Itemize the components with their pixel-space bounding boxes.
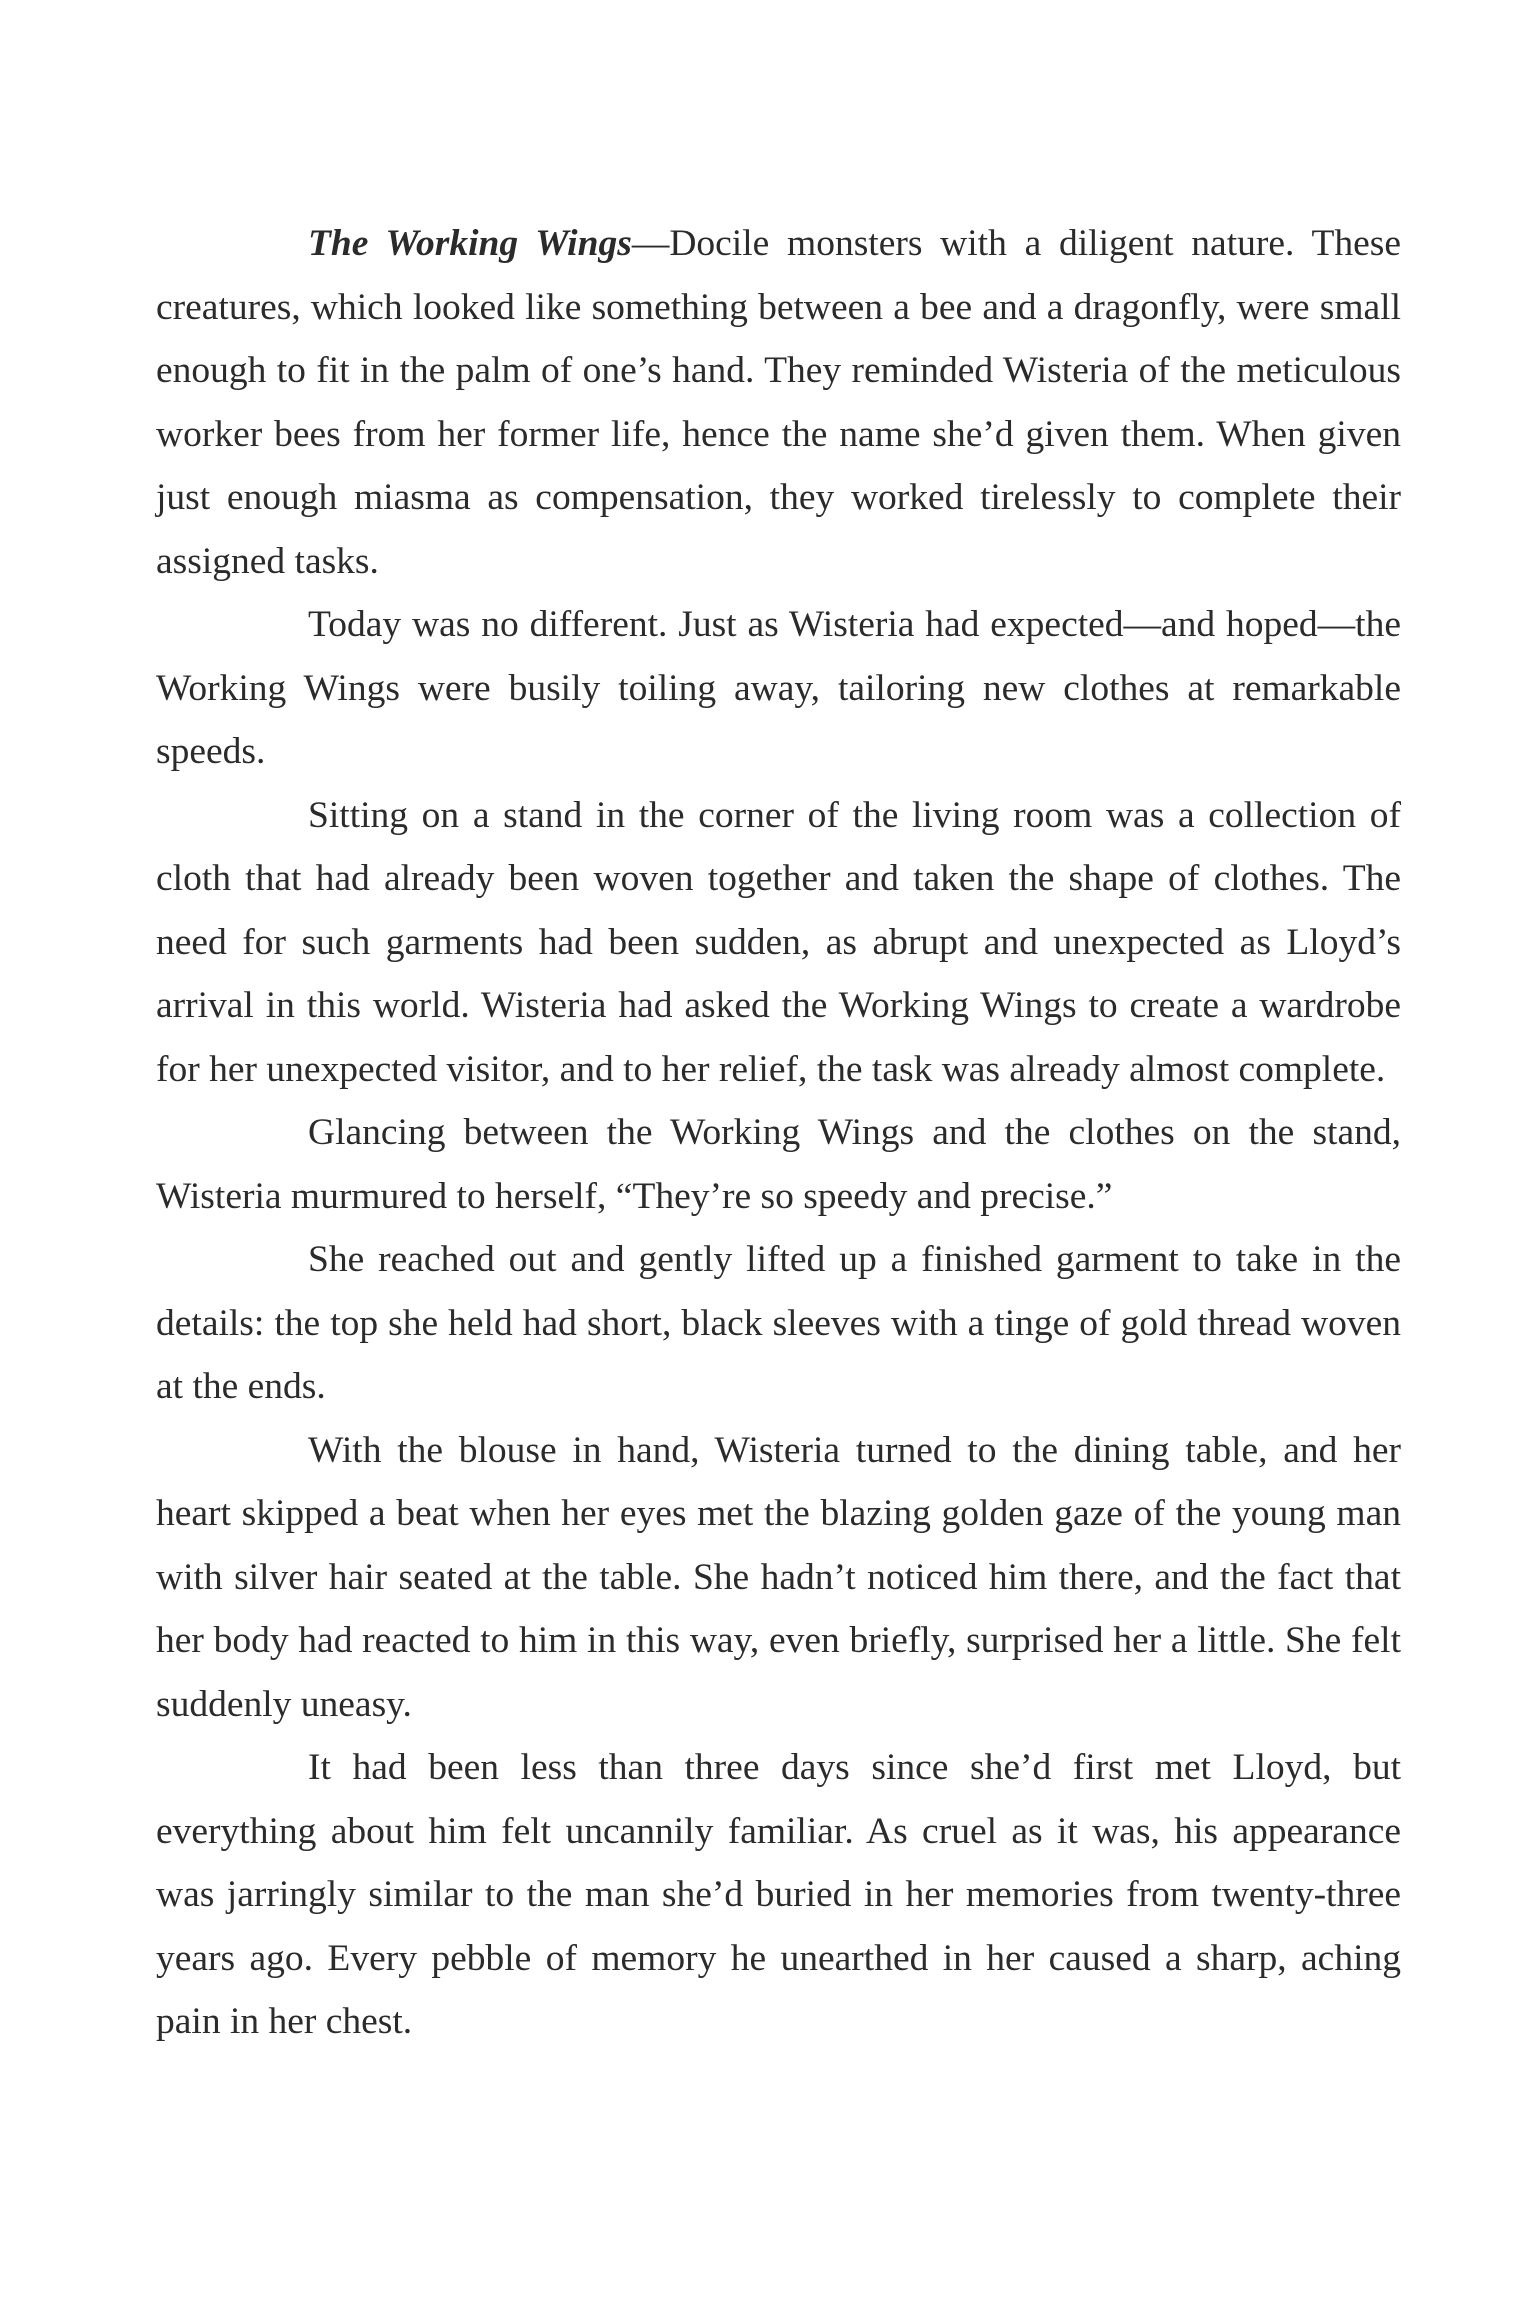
paragraph-6: With the blouse in hand, Wisteria turned to the dining table, and her heart skipped a beat when her eyes met the blazing golden gaze of the young man with silver hair seated at the table. She hadn’t noticed him there, and the fact that her body had reacted to him in this way, even briefly, surprised her a little. She felt suddenly uneasy. [156, 1429, 1401, 1725]
paragraph-5: She reached out and gently lifted up a finished garment to take in the details: the top she held had short, black sleeves with a tinge of gold thread woven at the ends. [156, 1239, 1401, 1407]
paragraph-7: It had been less than three days since she’d first met Lloyd, but everything about him felt uncannily familiar. As cruel as it was, his appearance was jarringly similar to the man she’d buried in her memories from twenty-three years ago. Every pebble of memory he unearthed in her caused a sharp, aching pain in her chest. [156, 1747, 1401, 2042]
paragraph-4: Glancing between the Working Wings and the clothes on the stand, Wisteria murmured to herself, “They’re so speedy and precise.” [156, 1112, 1401, 1217]
paragraph-1 [156, 212, 1401, 593]
paragraph-1-text: —Docile monsters with a diligent nature. These creatures, which looked like something between a bee and a dragonfly, were small enough to fit in the palm of one’s hand. They reminded Wisteria of the meticulous worker bees from her former life, hence the name she’d given them. When given just enough miasma as compensation, they worked tirelessly to complete their assigned tasks. [156, 223, 1401, 582]
paragraph-2: Today was no different. Just as Wisteria had expected—and hoped—the Working Wings were busily toiling away, tailoring new clothes at remarkable speeds. [156, 604, 1401, 772]
body-text [156, 212, 1401, 2054]
creature-name-heading: The Working Wings [308, 223, 632, 264]
paragraph-3: Sitting on a stand in the corner of the living room was a collection of cloth that had already been woven together and taken the shape of clothes. The need for such garments had been sudden, as abrupt and unexpected as Lloyd’s arrival in this world. Wisteria had asked the Working Wings to create a wardrobe for her unexpected visitor, and to her relief, the task was already almost complete. [156, 794, 1401, 1090]
